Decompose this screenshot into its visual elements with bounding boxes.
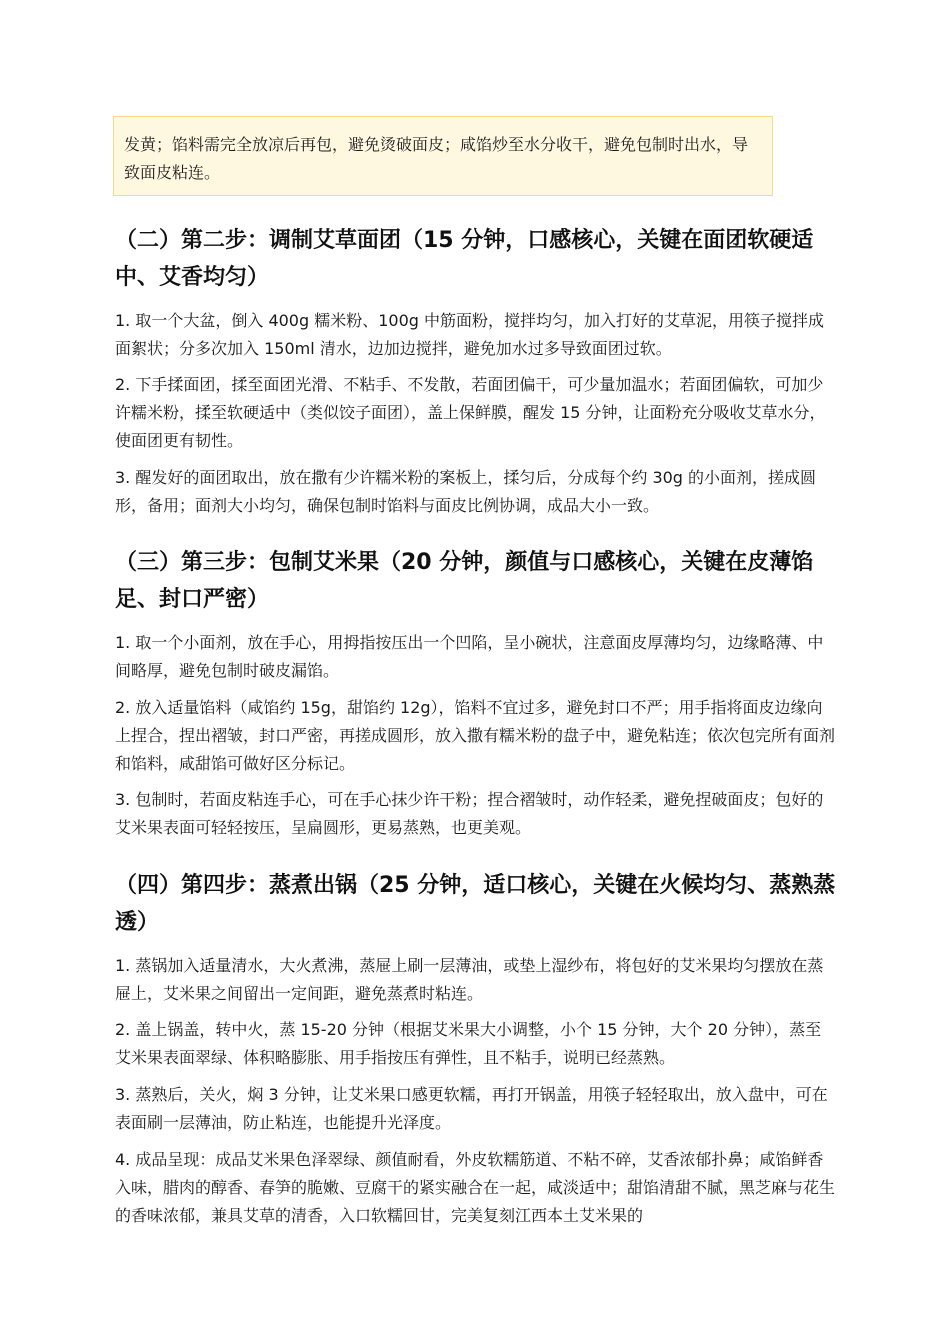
- step-4-item-2: 2. 盖上锅盖，转中火，蒸 15-20 分钟（根据艾米果大小调整，小个 15 分钟，大个 20 分钟），蒸至艾米果表面翠绿、体积略膨胀、用手指按压有弹性，且不粘手，说明已经蒸熟。: [115, 1020, 822, 1067]
- step-4-item-1: 1. 蒸锅加入适量清水，大火煮沸，蒸屉上刷一层薄油，或垫上湿纱布，将包好的艾米果均匀摆放在蒸屉上，艾米果之间留出一定间距，避免蒸煮时粘连。: [115, 956, 824, 1003]
- tip-box: [113, 116, 773, 196]
- section-heading-step-3: （三）第三步：包制艾米果（20 分钟，颜值与口感核心，关键在皮薄馅足、封口严密）: [115, 550, 814, 612]
- tip-text: 发黄；馅料需完全放凉后再包，避免烫破面皮；咸馅炒至水分收干，避免包制时出水，导致面皮粘连。: [124, 135, 749, 182]
- section-heading-step-4: （四）第四步：蒸煮出锅（25 分钟，适口核心，关键在火候均匀、蒸熟蒸透）: [115, 873, 836, 935]
- step-4-item-4: 4. 成品呈现：成品艾米果色泽翠绿、颜值耐看，外皮软糯筋道、不粘不碎，艾香浓郁扑鼻；咸馅鲜香入味，腊肉的醇香、春笋的脆嫩、豆腐干的紧实融合在一起，咸淡适中；甜馅清甜不腻，黑芝麻与花生的香味浓郁，兼具艾草的清香，入口软糯回甘，完美复刻江西本土艾米果的: [115, 1150, 836, 1225]
- step-3-item-2: 2. 放入适量馅料（咸馅约 15g，甜馅约 12g），馅料不宜过多，避免封口不严；用手指将面皮边缘向上捏合，捏出褶皱，封口严密，再搓成圆形，放入撒有糯米粉的盘子中，避免粘连；依次包完所有面剂和馅料，咸甜馅可做好区分标记。: [115, 698, 836, 773]
- step-4-item-3: 3. 蒸熟后，关火，焖 3 分钟，让艾米果口感更软糯，再打开锅盖，用筷子轻轻取出，放入盘中，可在表面刷一层薄油，防止粘连，也能提升光泽度。: [115, 1085, 828, 1132]
- step-2-item-2: 2. 下手揉面团，揉至面团光滑、不粘手、不发散，若面团偏干，可少量加温水；若面团偏软，可加少许糯米粉，揉至软硬适中（类似饺子面团），盖上保鲜膜，醒发 15 分钟，让面粉充分吸收艾草水分，使面团更有韧性。: [115, 375, 826, 450]
- step-2-item-3: 3. 醒发好的面团取出，放在撒有少许糯米粉的案板上，揉匀后，分成每个约 30g 的小面剂，搓成圆形，备用；面剂大小均匀，确保包制时馅料与面皮比例协调，成品大小一致。: [115, 468, 817, 515]
- section-heading-step-2: （二）第二步：调制艾草面团（15 分钟，口感核心，关键在面团软硬适中、艾香均匀）: [115, 228, 814, 290]
- step-3-item-1: 1. 取一个小面剂，放在手心，用拇指按压出一个凹陷，呈小碗状，注意面皮厚薄均匀，边缘略薄、中间略厚，避免包制时破皮漏馅。: [115, 633, 824, 680]
- step-3-item-3: 3. 包制时，若面皮粘连手心，可在手心抹少许干粉；捏合褶皱时，动作轻柔，避免捏破面皮；包好的艾米果表面可轻轻按压，呈扁圆形，更易蒸熟，也更美观。: [115, 790, 824, 837]
- step-2-item-1: 1. 取一个大盆，倒入 400g 糯米粉、100g 中筋面粉，搅拌均匀，加入打好的艾草泥，用筷子搅拌成面絮状；分多次加入 150ml 清水，边加边搅拌，避免加水过多导致面团过软。: [115, 311, 825, 358]
